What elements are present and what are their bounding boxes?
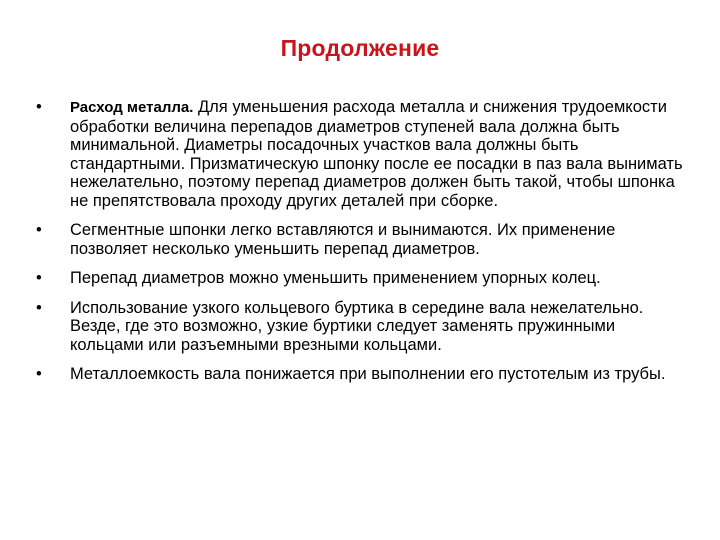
bullet-icon: • [36, 221, 42, 239]
bullet-text: Для уменьшения расхода металла и снижения трудоемкости обработки величина перепадов диаметров ступеней вала должна быть минимальной. Диаметры посадочных участков вала должны быть стандартными. Призматическую шпонку после ее посадки в паз вала вынимать нежелательно, поэтому перепад диаметров должен быть такой, чтобы шпонка не препятствовала проходу других деталей при сборке. [70, 98, 683, 210]
bullet-item-hollow-shaft [36, 365, 686, 384]
bullet-item-metal-consumption [36, 98, 686, 210]
bullet-item-narrow-collar [36, 299, 686, 355]
bullet-icon: • [36, 98, 42, 116]
bullet-text: Металлоемкость вала понижается при выполнении его пустотелым из трубы. [70, 365, 666, 383]
bullet-icon: • [36, 365, 42, 383]
bullet-item-segment-keys [36, 221, 686, 258]
bullet-item-thrust-rings [36, 269, 686, 288]
bullet-lead: Расход металла. [70, 99, 194, 116]
bullet-text: Перепад диаметров можно уменьшить применением упорных колец. [70, 269, 601, 287]
bullet-list [36, 98, 686, 395]
bullet-icon: • [36, 269, 42, 287]
bullet-icon: • [36, 298, 42, 317]
bullet-text: Использование узкого кольцевого буртика в середине вала нежелательно. Везде, где это возможно, узкие буртики следует заменять пружинными кольцами или разъемными врезными кольцами. [70, 298, 644, 354]
slide-title: Продолжение [280, 35, 440, 61]
bullet-text: Сегментные шпонки легко вставляются и вынимаются. Их применение позволяет несколько уменьшить перепад диаметров. [70, 221, 616, 258]
